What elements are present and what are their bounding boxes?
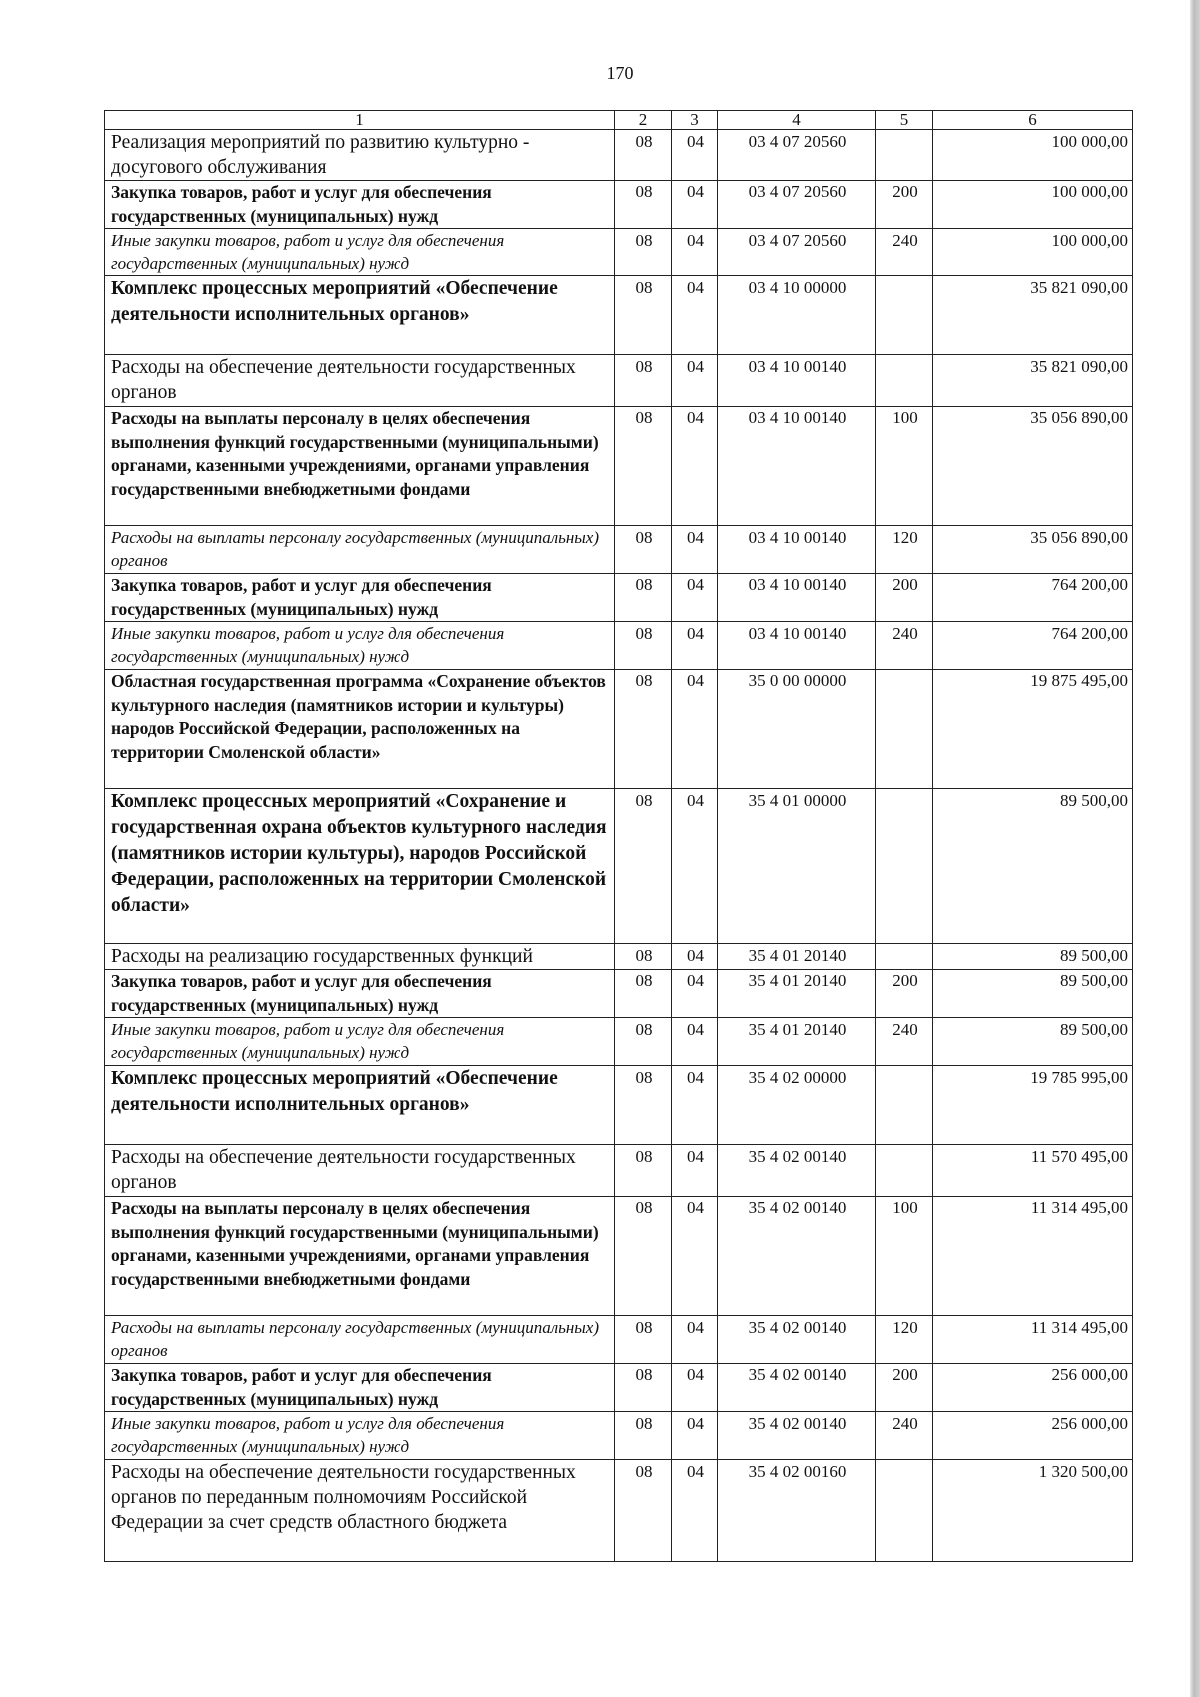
target-article-code: 35 4 01 00000	[718, 789, 876, 944]
expense-type-code: 200	[876, 1364, 933, 1412]
subsection-code: 04	[672, 944, 718, 970]
expense-type-code	[876, 789, 933, 944]
table-row	[105, 1018, 1133, 1066]
line-item-name: Расходы на выплаты персоналу в целях обеспечения выполнения функций государственными (муниципальными) органами, казенными учреждениями, органами управления государственными внебюджетными фондами	[105, 407, 615, 526]
line-item-name: Комплекс процессных мероприятий «Сохранение и государственная охрана объектов культурного наследия (памятников истории культуры), народов Российской Федерации, расположенных на территории Смоленской области»	[105, 789, 615, 944]
section-code: 08	[615, 970, 672, 1018]
section-code: 08	[615, 1412, 672, 1460]
target-article-code: 03 4 10 00000	[718, 276, 876, 355]
page-number: 170	[606, 63, 634, 83]
line-item-name: Закупка товаров, работ и услуг для обеспечения государственных (муниципальных) нужд	[105, 574, 615, 622]
amount-value: 89 500,00	[933, 1018, 1133, 1066]
line-item-name: Расходы на реализацию государственных функций	[105, 944, 615, 970]
table-row	[105, 1197, 1133, 1316]
amount-value: 11 314 495,00	[933, 1316, 1133, 1364]
section-code: 08	[615, 181, 672, 229]
target-article-code: 35 4 01 20140	[718, 944, 876, 970]
expense-type-code	[876, 670, 933, 789]
section-code: 08	[615, 1364, 672, 1412]
expense-type-code	[876, 1460, 933, 1562]
section-code: 08	[615, 1197, 672, 1316]
subsection-code: 04	[672, 130, 718, 181]
target-article-code: 03 4 10 00140	[718, 355, 876, 407]
target-article-code: 35 4 02 00160	[718, 1460, 876, 1562]
expense-type-code: 120	[876, 526, 933, 574]
section-code: 08	[615, 944, 672, 970]
target-article-code: 03 4 10 00140	[718, 574, 876, 622]
line-item-name: Иные закупки товаров, работ и услуг для обеспечения государственных (муниципальных) нужд	[105, 622, 615, 670]
line-item-name: Расходы на обеспечение деятельности государственных органов по переданным полномочиям Российской Федерации за счет средств областного бюджета	[105, 1460, 615, 1562]
subsection-code: 04	[672, 526, 718, 574]
table-row	[105, 970, 1133, 1018]
target-article-code: 03 4 07 20560	[718, 181, 876, 229]
expense-type-code: 240	[876, 1412, 933, 1460]
expense-type-code	[876, 1145, 933, 1197]
column-header: 2	[615, 111, 672, 130]
line-item-name: Расходы на выплаты персоналу государственных (муниципальных) органов	[105, 526, 615, 574]
table-row	[105, 1316, 1133, 1364]
section-code: 08	[615, 1460, 672, 1562]
table-row	[105, 181, 1133, 229]
table-row	[105, 526, 1133, 574]
target-article-code: 35 4 01 20140	[718, 1018, 876, 1066]
column-header: 4	[718, 111, 876, 130]
expense-type-code	[876, 944, 933, 970]
target-article-code: 03 4 10 00140	[718, 407, 876, 526]
section-code: 08	[615, 229, 672, 276]
line-item-name: Иные закупки товаров, работ и услуг для обеспечения государственных (муниципальных) нужд	[105, 1018, 615, 1066]
amount-value: 100 000,00	[933, 130, 1133, 181]
subsection-code: 04	[672, 229, 718, 276]
expense-type-code: 200	[876, 970, 933, 1018]
amount-value: 89 500,00	[933, 970, 1133, 1018]
line-item-name: Реализация мероприятий по развитию культурно - досугового обслуживания	[105, 130, 615, 181]
amount-value: 100 000,00	[933, 181, 1133, 229]
line-item-name: Иные закупки товаров, работ и услуг для обеспечения государственных (муниципальных) нужд	[105, 1412, 615, 1460]
expense-type-code: 100	[876, 1197, 933, 1316]
subsection-code: 04	[672, 1364, 718, 1412]
amount-value: 89 500,00	[933, 944, 1133, 970]
amount-value: 35 821 090,00	[933, 276, 1133, 355]
section-code: 08	[615, 355, 672, 407]
expense-type-code	[876, 355, 933, 407]
amount-value: 11 570 495,00	[933, 1145, 1133, 1197]
target-article-code: 35 4 01 20140	[718, 970, 876, 1018]
table-row	[105, 789, 1133, 944]
subsection-code: 04	[672, 1145, 718, 1197]
expense-type-code	[876, 130, 933, 181]
line-item-name: Закупка товаров, работ и услуг для обеспечения государственных (муниципальных) нужд	[105, 1364, 615, 1412]
expense-type-code: 200	[876, 181, 933, 229]
subsection-code: 04	[672, 670, 718, 789]
amount-value: 11 314 495,00	[933, 1197, 1133, 1316]
line-item-name: Расходы на обеспечение деятельности государственных органов	[105, 355, 615, 407]
table-row	[105, 276, 1133, 355]
section-code: 08	[615, 1145, 672, 1197]
table-row	[105, 1460, 1133, 1562]
amount-value: 100 000,00	[933, 229, 1133, 276]
table-row	[105, 229, 1133, 276]
line-item-name: Расходы на выплаты персоналу государственных (муниципальных) органов	[105, 1316, 615, 1364]
table-row	[105, 407, 1133, 526]
subsection-code: 04	[672, 1066, 718, 1145]
target-article-code: 35 4 02 00140	[718, 1316, 876, 1364]
section-code: 08	[615, 526, 672, 574]
table-row	[105, 1364, 1133, 1412]
amount-value: 19 785 995,00	[933, 1066, 1133, 1145]
subsection-code: 04	[672, 407, 718, 526]
target-article-code: 03 4 07 20560	[718, 229, 876, 276]
subsection-code: 04	[672, 276, 718, 355]
table-row	[105, 1412, 1133, 1460]
line-item-name: Расходы на выплаты персоналу в целях обеспечения выполнения функций государственными (муниципальными) органами, казенными учреждениями, органами управления государственными внебюджетными фондами	[105, 1197, 615, 1316]
target-article-code: 35 4 02 00140	[718, 1412, 876, 1460]
section-code: 08	[615, 407, 672, 526]
section-code: 08	[615, 622, 672, 670]
column-header: 6	[933, 111, 1133, 130]
expense-type-code: 240	[876, 229, 933, 276]
table-row	[105, 670, 1133, 789]
line-item-name: Расходы на обеспечение деятельности государственных органов	[105, 1145, 615, 1197]
expense-type-code: 240	[876, 622, 933, 670]
table-body	[105, 130, 1133, 1562]
table-row	[105, 1145, 1133, 1197]
subsection-code: 04	[672, 1018, 718, 1066]
subsection-code: 04	[672, 970, 718, 1018]
subsection-code: 04	[672, 181, 718, 229]
column-header: 3	[672, 111, 718, 130]
target-article-code: 35 4 02 00140	[718, 1364, 876, 1412]
target-article-code: 35 4 02 00140	[718, 1145, 876, 1197]
amount-value: 1 320 500,00	[933, 1460, 1133, 1562]
subsection-code: 04	[672, 1460, 718, 1562]
expense-type-code	[876, 276, 933, 355]
line-item-name: Закупка товаров, работ и услуг для обеспечения государственных (муниципальных) нужд	[105, 181, 615, 229]
subsection-code: 04	[672, 1412, 718, 1460]
target-article-code: 03 4 10 00140	[718, 526, 876, 574]
amount-value: 35 056 890,00	[933, 407, 1133, 526]
budget-table	[104, 110, 1133, 1562]
subsection-code: 04	[672, 574, 718, 622]
target-article-code: 35 4 02 00000	[718, 1066, 876, 1145]
table-row	[105, 130, 1133, 181]
table-row	[105, 355, 1133, 407]
line-item-name: Комплекс процессных мероприятий «Обеспечение деятельности исполнительных органов»	[105, 276, 615, 355]
scan-edge	[1190, 0, 1200, 1697]
column-header: 5	[876, 111, 933, 130]
section-code: 08	[615, 1018, 672, 1066]
expense-type-code: 120	[876, 1316, 933, 1364]
subsection-code: 04	[672, 1197, 718, 1316]
amount-value: 764 200,00	[933, 574, 1133, 622]
target-article-code: 03 4 07 20560	[718, 130, 876, 181]
subsection-code: 04	[672, 355, 718, 407]
section-code: 08	[615, 1316, 672, 1364]
subsection-code: 04	[672, 789, 718, 944]
line-item-name: Иные закупки товаров, работ и услуг для обеспечения государственных (муниципальных) нужд	[105, 229, 615, 276]
line-item-name: Закупка товаров, работ и услуг для обеспечения государственных (муниципальных) нужд	[105, 970, 615, 1018]
table-row	[105, 1066, 1133, 1145]
table-header-row	[105, 111, 1133, 130]
subsection-code: 04	[672, 622, 718, 670]
line-item-name: Комплекс процессных мероприятий «Обеспечение деятельности исполнительных органов»	[105, 1066, 615, 1145]
section-code: 08	[615, 276, 672, 355]
expense-type-code: 200	[876, 574, 933, 622]
amount-value: 256 000,00	[933, 1364, 1133, 1412]
section-code: 08	[615, 789, 672, 944]
column-header: 1	[105, 111, 615, 130]
target-article-code: 35 4 02 00140	[718, 1197, 876, 1316]
line-item-name: Областная государственная программа «Сохранение объектов культурного наследия (памятников истории и культуры) народов Российской Федерации, расположенных на территории Смоленской области»	[105, 670, 615, 789]
amount-value: 764 200,00	[933, 622, 1133, 670]
table-row	[105, 944, 1133, 970]
target-article-code: 03 4 10 00140	[718, 622, 876, 670]
expense-type-code: 240	[876, 1018, 933, 1066]
section-code: 08	[615, 1066, 672, 1145]
section-code: 08	[615, 574, 672, 622]
table-row	[105, 574, 1133, 622]
amount-value: 256 000,00	[933, 1412, 1133, 1460]
section-code: 08	[615, 670, 672, 789]
amount-value: 35 821 090,00	[933, 355, 1133, 407]
target-article-code: 35 0 00 00000	[718, 670, 876, 789]
subsection-code: 04	[672, 1316, 718, 1364]
expense-type-code	[876, 1066, 933, 1145]
amount-value: 35 056 890,00	[933, 526, 1133, 574]
expense-type-code: 100	[876, 407, 933, 526]
table-row	[105, 622, 1133, 670]
amount-value: 19 875 495,00	[933, 670, 1133, 789]
amount-value: 89 500,00	[933, 789, 1133, 944]
section-code: 08	[615, 130, 672, 181]
